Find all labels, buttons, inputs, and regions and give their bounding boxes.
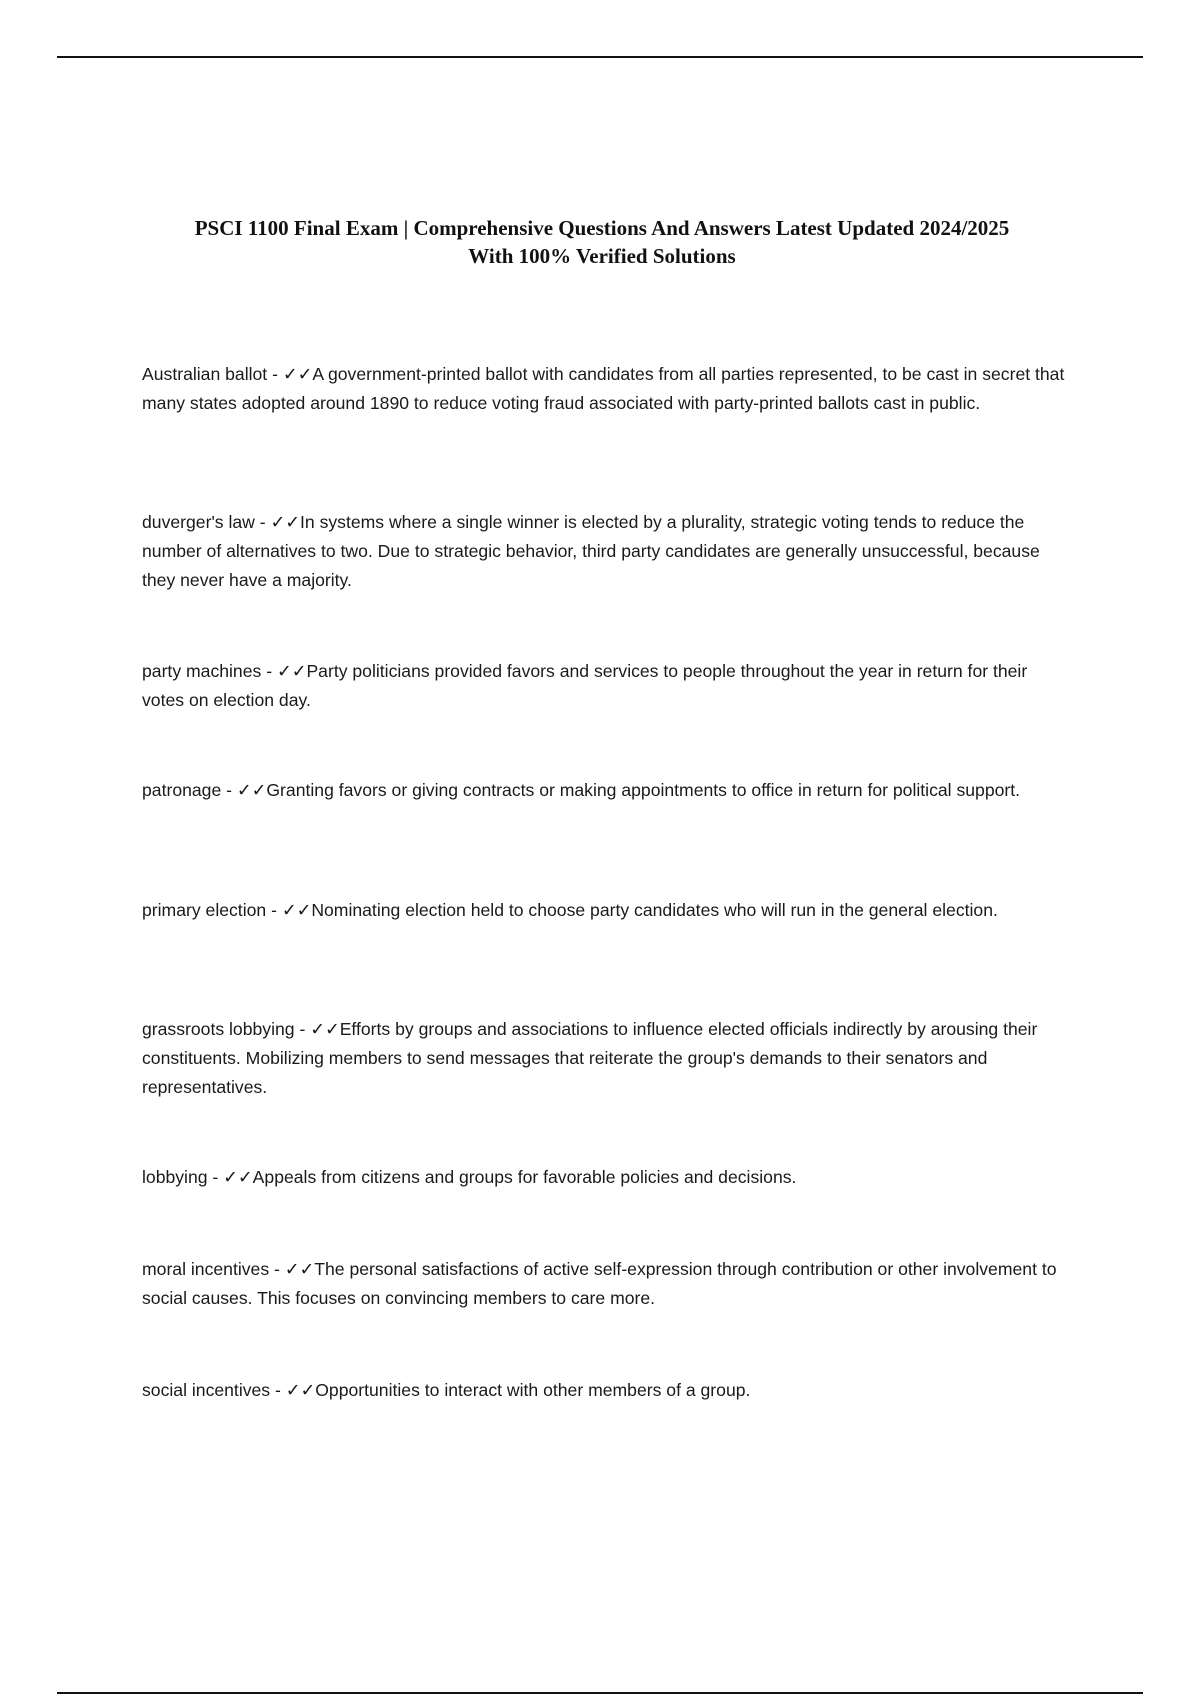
entry-separator: - ✓✓ (207, 1167, 253, 1187)
entry-patronage (142, 776, 1072, 805)
document-title (120, 214, 1084, 270)
entry-social-incentives (142, 1376, 1072, 1405)
entry-separator: - ✓✓ (269, 1259, 315, 1279)
entry-separator: - ✓✓ (254, 512, 301, 532)
entry-term: lobbying (142, 1167, 208, 1187)
entry-term: primary election (142, 900, 267, 920)
entry-term: duverger's law (142, 512, 255, 532)
entry-duvergers-law (142, 508, 1072, 595)
entry-separator: - ✓✓ (267, 364, 313, 384)
title-line-1: PSCI 1100 Final Exam | Comprehensive Questions And Answers Latest Updated 2024/2025 (194, 216, 1010, 240)
entry-definition: The personal satisfactions of active self-expression through contribution or other involvement to social causes. This focuses on convincing members to care more. (142, 1259, 1057, 1308)
entry-term: Australian ballot (142, 364, 268, 384)
entry-definition: Efforts by groups and associations to influence elected officials indirectly by arousing their constituents. Mobilizing members to send messages that reiterate the group's demands to their senators and representatives. (142, 1019, 1038, 1097)
entry-definition: Appeals from citizens and groups for favorable policies and decisions. (252, 1167, 797, 1187)
top-rule (57, 56, 1143, 58)
entry-definition: Nominating election held to choose party candidates who will run in the general election. (311, 900, 998, 920)
entry-australian-ballot (142, 360, 1072, 418)
bottom-rule (57, 1692, 1143, 1694)
title-line-2: With 100% Verified Solutions (468, 244, 736, 268)
entry-separator: - ✓✓ (261, 661, 307, 681)
entry-separator: - ✓✓ (266, 900, 312, 920)
entry-term: patronage (142, 780, 222, 800)
entry-separator: - ✓✓ (270, 1380, 316, 1400)
entry-term: grassroots lobbying (142, 1019, 295, 1039)
entry-term: moral incentives (142, 1259, 270, 1279)
entry-lobbying (142, 1163, 1072, 1192)
entry-definition: Opportunities to interact with other members of a group. (315, 1380, 751, 1400)
entry-definition: Granting favors or giving contracts or making appointments to office in return for political support. (266, 780, 1021, 800)
entry-separator: - ✓✓ (294, 1019, 340, 1039)
entry-moral-incentives (142, 1255, 1072, 1313)
entry-term: party machines (142, 661, 262, 681)
entry-definition: A government-printed ballot with candidates from all parties represented, to be cast in secret that many states adopted around 1890 to reduce voting fraud associated with party-printed ballots cast in public. (142, 364, 1065, 413)
entry-party-machines (142, 657, 1072, 715)
entry-definition: In systems where a single winner is elected by a plurality, strategic voting tends to reduce the number of alternatives to two. Due to strategic behavior, third party candidates are generally unsuccessful, because they never have a majority. (142, 512, 1040, 590)
entry-separator: - ✓✓ (221, 780, 267, 800)
entry-term: social incentives (142, 1380, 271, 1400)
entry-definition: Party politicians provided favors and services to people throughout the year in return for their votes on election day. (142, 661, 1028, 710)
entry-grassroots-lobbying (142, 1015, 1072, 1102)
entry-primary-election (142, 896, 1072, 925)
